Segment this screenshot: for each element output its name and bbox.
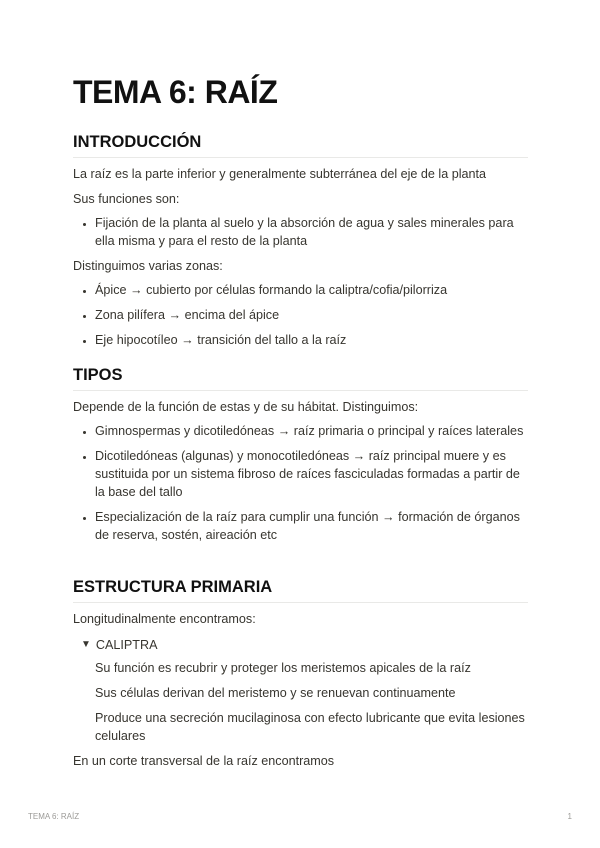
page-title: TEMA 6: RAÍZ	[73, 74, 278, 110]
list-item: • Eje hipocotíleo → transición del tallo a la raíz	[95, 331, 528, 349]
paragraph: La raíz es la parte inferior y generalmente subterránea del eje de la planta	[73, 167, 487, 181]
bullet-list-zones	[73, 281, 528, 349]
paragraph: Depende de la función de estas y de su hábitat. Distinguimos:	[73, 400, 419, 414]
section-heading-introduccion: INTRODUCCIÓN	[73, 131, 528, 158]
section-tipos	[73, 364, 528, 551]
section-heading-estructura: ESTRUCTURA PRIMARIA	[73, 576, 528, 603]
toggle-caliptra[interactable]	[73, 636, 528, 654]
section-introduccion	[73, 131, 528, 356]
page-number: 1	[567, 812, 572, 821]
list-item: • Dicotiledóneas (algunas) y monocotiledóneas → raíz principal muere y es sustituida por un sistema fibroso de raíces fasciculadas formadas a partir de la base del tallo	[95, 447, 528, 501]
list-item: • Gimnospermas y dicotiledóneas → raíz primaria o principal y raíces laterales	[95, 422, 528, 440]
toggle-content	[73, 659, 528, 745]
paragraph: Sus funciones son:	[73, 192, 180, 206]
section-estructura-primaria	[73, 576, 528, 770]
toggle-item: Su función es recubrir y proteger los meristemos apicales de la raíz	[95, 661, 471, 675]
list-item: • Especialización de la raíz para cumplir una función → formación de órganos de reserva, sostén, aireación etc	[95, 508, 528, 544]
toggle-item: Sus células derivan del meristemo y se renuevan continuamente	[95, 686, 456, 700]
toggle-item: Produce una secreción mucilaginosa con efecto lubricante que evita lesiones celulares	[95, 711, 525, 743]
bullet-list-tipos	[73, 422, 528, 544]
paragraph: En un corte transversal de la raíz encontramos	[73, 754, 335, 768]
section-heading-tipos: TIPOS	[73, 364, 528, 391]
toggle-label: CALIPTRA	[95, 638, 158, 652]
list-item: • Fijación de la planta al suelo y la absorción de agua y sales minerales para ella misma y para el resto de la planta	[95, 214, 528, 250]
paragraph: Longitudinalmente encontramos:	[73, 612, 256, 626]
triangle-down-icon[interactable]: ▼	[81, 639, 91, 650]
list-item: • Zona pilífera → encima del ápice	[95, 306, 528, 324]
footer-title: TEMA 6: RAÍZ	[28, 812, 80, 821]
list-item: • Ápice → cubierto por células formando la caliptra/cofia/pilorriza	[95, 281, 528, 299]
paragraph: Distinguimos varias zonas:	[73, 259, 223, 273]
bullet-list-functions	[73, 214, 528, 250]
